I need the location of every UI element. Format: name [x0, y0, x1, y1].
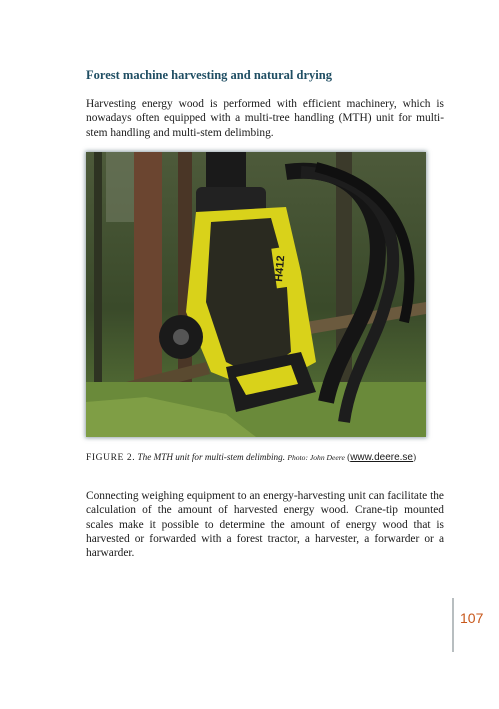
link-close-paren: ): [413, 452, 417, 462]
photo-credit: Photo: John Deere: [287, 453, 345, 462]
section-heading: Forest machine harvesting and natural drying: [86, 68, 332, 82]
harvester-head-illustration: [86, 152, 426, 437]
link-open-paren: (: [347, 452, 351, 462]
weighing-paragraph: Connecting weighing equipment to an energy-harvesting unit can facilitate the calculation of the amount of harvested energy wood. Crane-tip mounted scales make it possible to determine the amount of energy wood that is harvested or forwarded with a forest tractor, a harvester, a forwarder or a harwarder.: [86, 490, 444, 560]
intro-paragraph: Harvesting energy wood is performed with efficient machinery, which is nowadays often equipped with a multi-tree handling (MTH) unit for multi-stem handling and multi-stem delimbing.: [86, 98, 444, 139]
feed-roller-hub: [173, 329, 189, 345]
figure-label: FIGURE 2.: [86, 453, 136, 463]
figure-caption-text: The MTH unit for multi-stem delimbing.: [137, 452, 286, 462]
page-number-rule: [452, 598, 454, 652]
page-number: 107: [460, 610, 484, 626]
head-marking: H412: [273, 255, 288, 283]
deere-link[interactable]: www.deere.se: [350, 452, 413, 463]
figure-photo: [86, 152, 426, 437]
figure-caption: [86, 451, 446, 464]
